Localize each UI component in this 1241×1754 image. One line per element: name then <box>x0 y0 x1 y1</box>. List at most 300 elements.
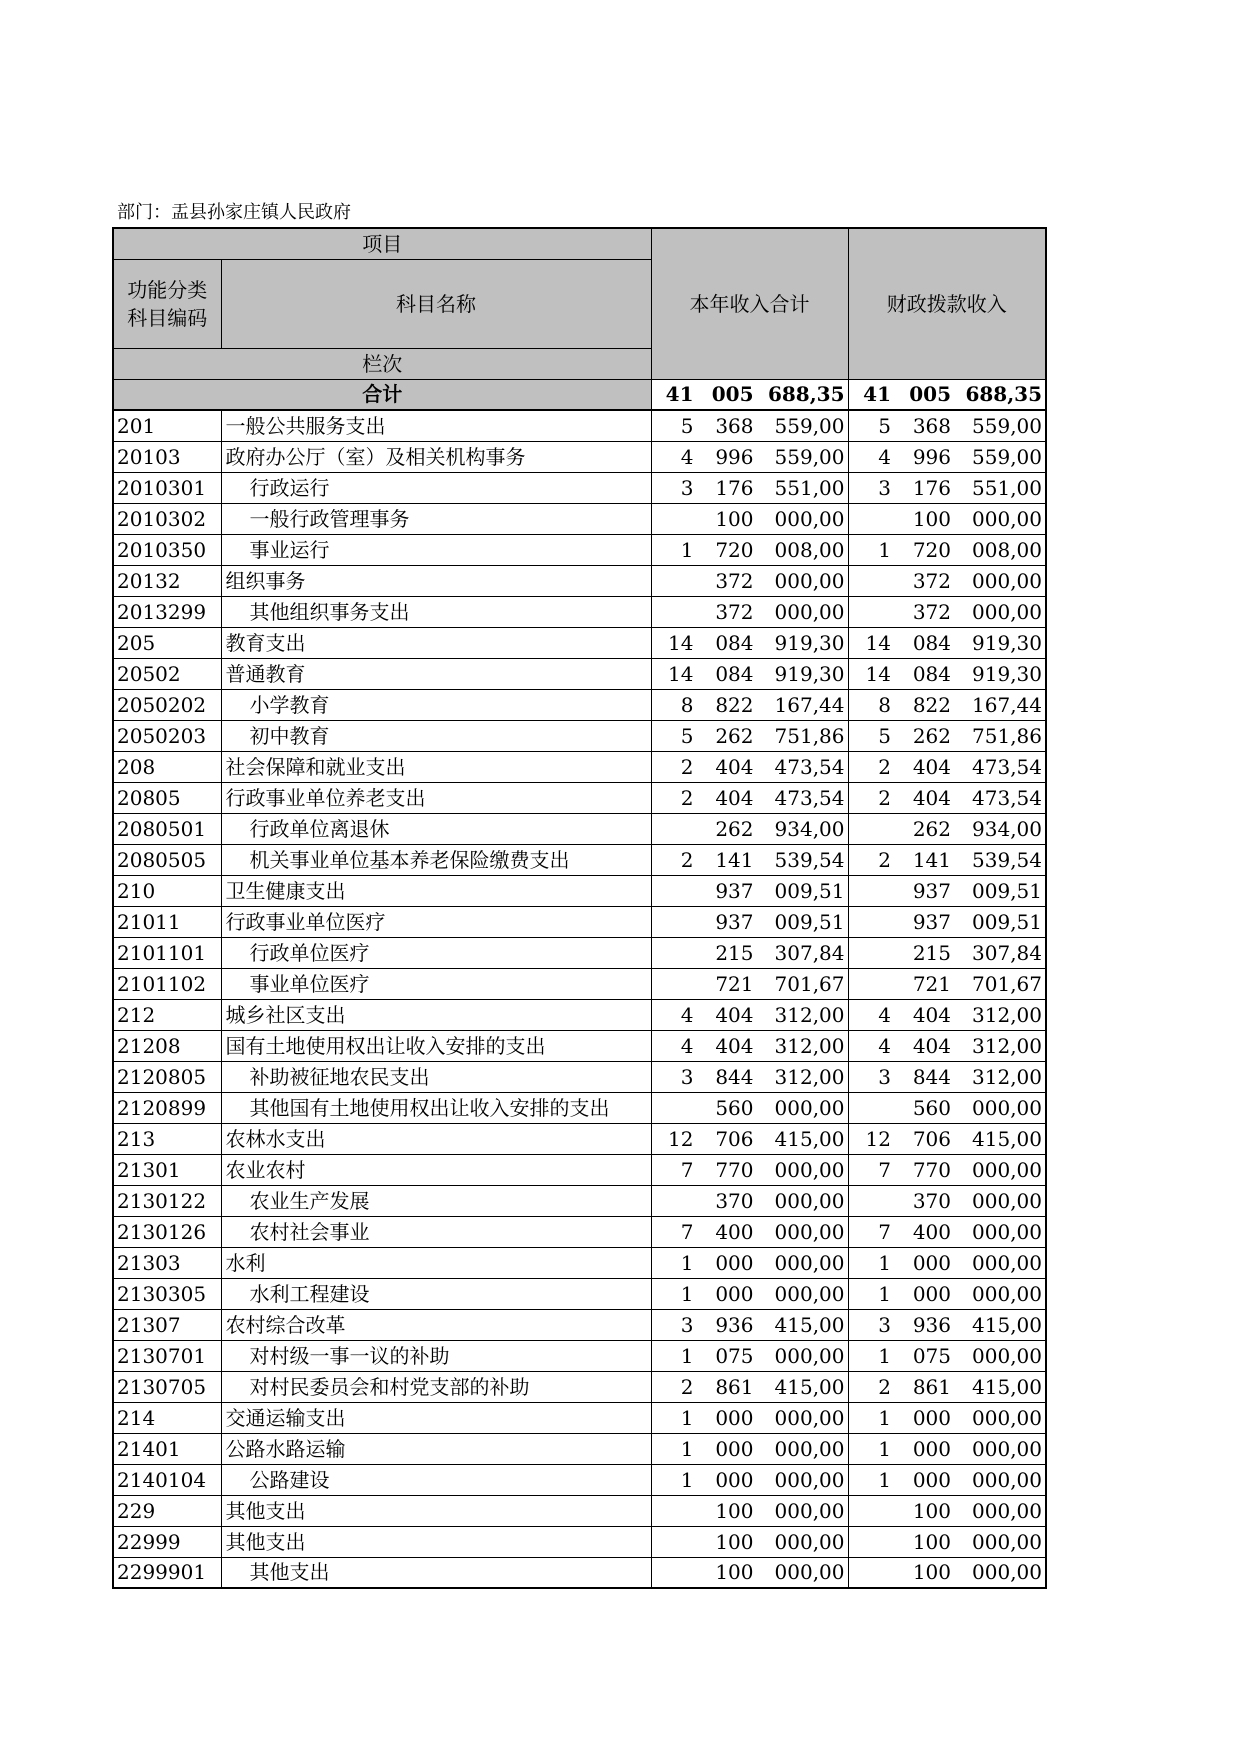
row-col1-value <box>651 503 848 534</box>
row-col1-value <box>651 627 848 658</box>
value-part-3: 919,30 <box>972 661 1042 686</box>
row-col2-value <box>848 844 1046 875</box>
value-part-3: 934,00 <box>774 816 845 841</box>
table-row <box>113 1433 1046 1464</box>
value-part-1: 2 <box>680 847 694 872</box>
table-row <box>113 1247 1046 1278</box>
value-part-3: 559,00 <box>972 444 1042 469</box>
value-part-2: 937 <box>715 909 754 934</box>
row-col1-value <box>651 1526 848 1557</box>
row-name: 农林水支出 <box>221 1123 651 1154</box>
value-part-2: 404 <box>912 785 951 810</box>
row-col2-value <box>848 627 1046 658</box>
row-col2-value <box>848 1340 1046 1371</box>
row-name: 卫生健康支出 <box>221 875 651 906</box>
value-part-3: 000,00 <box>774 1095 845 1120</box>
value-part-2: 770 <box>715 1157 754 1182</box>
row-code: 2120805 <box>113 1061 221 1092</box>
value-part-2: 861 <box>912 1374 951 1399</box>
row-col2-value <box>848 1278 1046 1309</box>
total-col2 <box>848 379 1046 410</box>
table-row <box>113 1309 1046 1340</box>
value-part-2: 262 <box>715 816 754 841</box>
value-part-3: 000,00 <box>972 1529 1042 1554</box>
value-part-3: 000,00 <box>972 1498 1042 1523</box>
table-row <box>113 813 1046 844</box>
value-part-3: 415,00 <box>774 1126 845 1151</box>
row-code: 2101102 <box>113 968 221 999</box>
row-name: 行政事业单位医疗 <box>221 906 651 937</box>
value-part-1: 1 <box>680 1250 694 1275</box>
value-part-1: 1 <box>680 537 694 562</box>
row-name: 事业单位医疗 <box>221 968 651 999</box>
table-row <box>113 937 1046 968</box>
row-name: 水利工程建设 <box>221 1278 651 1309</box>
value-part-3: 473,54 <box>774 754 845 779</box>
table-row <box>113 751 1046 782</box>
value-part-2: 368 <box>715 413 754 438</box>
value-part-3: 919,30 <box>972 630 1042 655</box>
table-row <box>113 1557 1046 1588</box>
value-part-2: 706 <box>715 1126 754 1151</box>
row-code: 205 <box>113 627 221 658</box>
value-part-2: 560 <box>715 1095 754 1120</box>
row-code: 2130705 <box>113 1371 221 1402</box>
total-label: 合计 <box>113 379 651 410</box>
row-code: 2080501 <box>113 813 221 844</box>
table-row <box>113 410 1046 441</box>
table-row <box>113 1278 1046 1309</box>
row-col2-value <box>848 534 1046 565</box>
value-part-3: 000,00 <box>774 1405 845 1430</box>
value-part-2: 000 <box>715 1436 754 1461</box>
total-col1-part1: 41 <box>665 382 694 407</box>
value-part-3: 539,54 <box>774 847 845 872</box>
value-part-2: 100 <box>912 1560 951 1585</box>
value-part-1: 2 <box>680 1374 694 1399</box>
row-code: 20805 <box>113 782 221 813</box>
row-name: 行政事业单位养老支出 <box>221 782 651 813</box>
row-name: 公路水路运输 <box>221 1433 651 1464</box>
table-row <box>113 503 1046 534</box>
value-part-2: 370 <box>715 1188 754 1213</box>
row-code: 2130126 <box>113 1216 221 1247</box>
row-col2-value <box>848 565 1046 596</box>
value-part-3: 551,00 <box>774 475 845 500</box>
value-part-3: 312,00 <box>774 1002 845 1027</box>
row-col2-value <box>848 968 1046 999</box>
row-code: 2101101 <box>113 937 221 968</box>
table-row <box>113 472 1046 503</box>
row-name: 其他国有土地使用权出让收入安排的支出 <box>221 1092 651 1123</box>
value-part-3: 000,00 <box>972 1436 1042 1461</box>
value-part-1: 7 <box>680 1219 694 1244</box>
value-part-3: 000,00 <box>774 506 845 531</box>
value-part-3: 934,00 <box>972 816 1042 841</box>
value-part-1: 4 <box>878 444 891 469</box>
value-part-2: 100 <box>715 1560 754 1585</box>
table-row <box>113 1340 1046 1371</box>
value-part-2: 000 <box>715 1281 754 1306</box>
value-part-1: 5 <box>680 413 694 438</box>
row-col1-value <box>651 1309 848 1340</box>
col2-header: 财政拨款收入 <box>848 228 1046 379</box>
row-col1-value <box>651 875 848 906</box>
value-part-2: 844 <box>715 1064 754 1089</box>
total-col2-part1: 41 <box>863 382 891 407</box>
value-part-2: 368 <box>912 413 951 438</box>
value-part-2: 400 <box>912 1219 951 1244</box>
row-name: 公路建设 <box>221 1464 651 1495</box>
value-part-3: 415,00 <box>774 1374 845 1399</box>
table-row <box>113 906 1046 937</box>
value-part-3: 000,00 <box>972 1405 1042 1430</box>
row-col2-value <box>848 689 1046 720</box>
table-row <box>113 720 1046 751</box>
row-col2-value <box>848 1030 1046 1061</box>
row-col1-value <box>651 968 848 999</box>
row-name: 补助被征地农民支出 <box>221 1061 651 1092</box>
value-part-2: 084 <box>912 630 951 655</box>
value-part-1: 7 <box>878 1157 891 1182</box>
row-col2-value <box>848 1309 1046 1340</box>
row-code: 20132 <box>113 565 221 596</box>
row-name: 初中教育 <box>221 720 651 751</box>
value-part-2: 721 <box>715 971 754 996</box>
value-part-2: 844 <box>912 1064 951 1089</box>
row-name: 行政单位医疗 <box>221 937 651 968</box>
value-part-3: 312,00 <box>774 1064 845 1089</box>
row-col2-value <box>848 1185 1046 1216</box>
row-col1-value <box>651 751 848 782</box>
value-part-1: 3 <box>680 1064 694 1089</box>
value-part-3: 000,00 <box>774 568 845 593</box>
value-part-3: 307,84 <box>774 940 845 965</box>
table-row <box>113 565 1046 596</box>
row-col2-value <box>848 1433 1046 1464</box>
value-part-3: 000,00 <box>774 1157 845 1182</box>
row-code: 201 <box>113 410 221 441</box>
value-part-3: 167,44 <box>972 692 1042 717</box>
row-code: 21208 <box>113 1030 221 1061</box>
value-part-1: 1 <box>878 1405 891 1430</box>
value-part-3: 000,00 <box>972 1188 1042 1213</box>
row-name: 水利 <box>221 1247 651 1278</box>
value-part-2: 404 <box>912 1002 951 1027</box>
row-col1-value <box>651 1278 848 1309</box>
table-row <box>113 1464 1046 1495</box>
value-part-2: 404 <box>715 1002 754 1027</box>
value-part-2: 372 <box>912 599 951 624</box>
value-part-1: 4 <box>878 1033 891 1058</box>
value-part-1: 1 <box>878 1467 891 1492</box>
row-col2-value <box>848 720 1046 751</box>
value-part-2: 000 <box>912 1250 951 1275</box>
value-part-1: 1 <box>878 537 891 562</box>
row-col2-value <box>848 782 1046 813</box>
row-col1-value <box>651 906 848 937</box>
row-name: 教育支出 <box>221 627 651 658</box>
row-col1-value <box>651 1402 848 1433</box>
value-part-1: 1 <box>878 1250 891 1275</box>
value-part-3: 000,00 <box>774 1436 845 1461</box>
value-part-2: 000 <box>912 1436 951 1461</box>
total-col2-part2: 005 <box>909 382 951 407</box>
value-part-3: 009,51 <box>972 909 1042 934</box>
row-name: 一般行政管理事务 <box>221 503 651 534</box>
value-part-3: 000,00 <box>774 1498 845 1523</box>
value-part-3: 473,54 <box>972 754 1042 779</box>
value-part-2: 770 <box>912 1157 951 1182</box>
value-part-2: 937 <box>912 909 951 934</box>
row-code: 2130122 <box>113 1185 221 1216</box>
value-part-2: 000 <box>912 1405 951 1430</box>
row-col1-value <box>651 596 848 627</box>
table-row <box>113 596 1046 627</box>
value-part-2: 000 <box>912 1281 951 1306</box>
row-name: 社会保障和就业支出 <box>221 751 651 782</box>
row-col1-value <box>651 782 848 813</box>
row-name: 行政运行 <box>221 472 651 503</box>
value-part-1: 3 <box>680 475 694 500</box>
table-row <box>113 658 1046 689</box>
value-part-2: 936 <box>912 1312 951 1337</box>
col1-header: 本年收入合计 <box>651 228 848 379</box>
row-name: 国有土地使用权出让收入安排的支出 <box>221 1030 651 1061</box>
value-part-1: 5 <box>878 413 891 438</box>
table-row <box>113 1526 1046 1557</box>
table-row <box>113 1061 1046 1092</box>
value-part-3: 919,30 <box>774 661 845 686</box>
value-part-1: 3 <box>680 1312 694 1337</box>
value-part-3: 000,00 <box>774 1560 845 1585</box>
row-name: 对村级一事一议的补助 <box>221 1340 651 1371</box>
value-part-3: 701,67 <box>972 971 1042 996</box>
value-part-1: 2 <box>878 1374 891 1399</box>
value-part-3: 009,51 <box>774 878 845 903</box>
table-row <box>113 844 1046 875</box>
value-part-2: 937 <box>715 878 754 903</box>
row-col1-value <box>651 689 848 720</box>
row-col1-value <box>651 1340 848 1371</box>
value-part-2: 100 <box>912 1498 951 1523</box>
row-code: 2299901 <box>113 1557 221 1588</box>
value-part-1: 5 <box>878 723 891 748</box>
row-code: 2010301 <box>113 472 221 503</box>
value-part-3: 919,30 <box>774 630 845 655</box>
value-part-3: 559,00 <box>774 413 845 438</box>
row-col1-value <box>651 937 848 968</box>
row-col2-value <box>848 937 1046 968</box>
row-code: 2050202 <box>113 689 221 720</box>
row-name: 农业农村 <box>221 1154 651 1185</box>
row-col1-value <box>651 1557 848 1588</box>
table-row <box>113 999 1046 1030</box>
value-part-2: 176 <box>715 475 754 500</box>
value-part-3: 000,00 <box>972 1560 1042 1585</box>
value-part-2: 075 <box>912 1343 951 1368</box>
value-part-3: 000,00 <box>774 1343 845 1368</box>
row-code: 20103 <box>113 441 221 472</box>
table-row <box>113 1154 1046 1185</box>
value-part-1: 7 <box>680 1157 694 1182</box>
value-part-2: 937 <box>912 878 951 903</box>
row-name: 小学教育 <box>221 689 651 720</box>
value-part-2: 084 <box>715 630 754 655</box>
value-part-2: 996 <box>912 444 951 469</box>
row-code: 2050203 <box>113 720 221 751</box>
row-col2-value <box>848 1247 1046 1278</box>
row-col1-value <box>651 1092 848 1123</box>
row-col2-value <box>848 1402 1046 1433</box>
row-name: 对村民委员会和村党支部的补助 <box>221 1371 651 1402</box>
row-col2-value <box>848 1061 1046 1092</box>
value-part-2: 100 <box>715 506 754 531</box>
value-part-1: 4 <box>680 1002 694 1027</box>
row-code: 21303 <box>113 1247 221 1278</box>
value-part-2: 262 <box>715 723 754 748</box>
table-row <box>113 1402 1046 1433</box>
row-code: 2010350 <box>113 534 221 565</box>
value-part-3: 000,00 <box>774 599 845 624</box>
row-col2-value <box>848 441 1046 472</box>
value-part-3: 167,44 <box>774 692 845 717</box>
value-part-2: 141 <box>715 847 754 872</box>
total-col1-part2: 005 <box>711 382 754 407</box>
row-col1-value <box>651 565 848 596</box>
value-part-3: 701,67 <box>774 971 845 996</box>
total-col1 <box>651 379 848 410</box>
row-col2-value <box>848 1526 1046 1557</box>
row-col2-value <box>848 1216 1046 1247</box>
value-part-1: 7 <box>878 1219 891 1244</box>
value-part-1: 4 <box>680 1033 694 1058</box>
value-part-2: 176 <box>912 475 951 500</box>
value-part-1: 4 <box>878 1002 891 1027</box>
row-col1-value <box>651 410 848 441</box>
row-code: 210 <box>113 875 221 906</box>
row-code: 21307 <box>113 1309 221 1340</box>
row-col2-value <box>848 1371 1046 1402</box>
value-part-3: 751,86 <box>774 723 845 748</box>
row-name: 城乡社区支出 <box>221 999 651 1030</box>
value-part-2: 560 <box>912 1095 951 1120</box>
value-part-1: 14 <box>668 661 694 686</box>
row-col1-value <box>651 1030 848 1061</box>
row-code: 212 <box>113 999 221 1030</box>
budget-table <box>112 227 1047 1589</box>
value-part-3: 000,00 <box>774 1219 845 1244</box>
row-name: 其他支出 <box>221 1557 651 1588</box>
table-row <box>113 782 1046 813</box>
value-part-3: 000,00 <box>972 506 1042 531</box>
row-code: 2120899 <box>113 1092 221 1123</box>
table-row <box>113 689 1046 720</box>
row-name: 机关事业单位基本养老保险缴费支出 <box>221 844 651 875</box>
value-part-2: 404 <box>912 1033 951 1058</box>
row-col1-value <box>651 1123 848 1154</box>
value-part-2: 404 <box>715 785 754 810</box>
value-part-2: 000 <box>715 1467 754 1492</box>
value-part-3: 559,00 <box>972 413 1042 438</box>
value-part-2: 372 <box>715 568 754 593</box>
row-col2-value <box>848 596 1046 627</box>
value-part-3: 008,00 <box>774 537 845 562</box>
value-part-2: 262 <box>912 723 951 748</box>
row-col1-value <box>651 1464 848 1495</box>
value-part-3: 312,00 <box>774 1033 845 1058</box>
value-part-2: 936 <box>715 1312 754 1337</box>
row-col1-value <box>651 1433 848 1464</box>
value-part-2: 141 <box>912 847 951 872</box>
value-part-2: 100 <box>715 1529 754 1554</box>
value-part-3: 415,00 <box>972 1374 1042 1399</box>
value-part-1: 1 <box>878 1281 891 1306</box>
value-part-2: 100 <box>912 1529 951 1554</box>
row-name: 普通教育 <box>221 658 651 689</box>
value-part-1: 2 <box>878 785 891 810</box>
value-part-1: 5 <box>680 723 694 748</box>
value-part-1: 8 <box>878 692 891 717</box>
value-part-1: 3 <box>878 1312 891 1337</box>
row-name: 组织事务 <box>221 565 651 596</box>
row-col2-value <box>848 503 1046 534</box>
row-col2-value <box>848 1464 1046 1495</box>
total-col2-part3: 688,35 <box>965 382 1042 407</box>
value-part-1: 1 <box>878 1436 891 1461</box>
value-part-3: 000,00 <box>972 1095 1042 1120</box>
value-part-3: 312,00 <box>972 1002 1042 1027</box>
row-name: 其他支出 <box>221 1495 651 1526</box>
value-part-1: 14 <box>668 630 694 655</box>
row-col2-value <box>848 1557 1046 1588</box>
value-part-1: 1 <box>680 1436 694 1461</box>
value-part-2: 822 <box>715 692 754 717</box>
value-part-1: 12 <box>668 1126 694 1151</box>
value-part-3: 000,00 <box>972 568 1042 593</box>
value-part-1: 1 <box>680 1405 694 1430</box>
value-part-2: 215 <box>912 940 951 965</box>
row-col2-value <box>848 1092 1046 1123</box>
value-part-3: 307,84 <box>972 940 1042 965</box>
row-code: 21011 <box>113 906 221 937</box>
value-part-3: 000,00 <box>972 1219 1042 1244</box>
value-part-1: 2 <box>878 754 891 779</box>
row-col1-value <box>651 1247 848 1278</box>
value-part-3: 009,51 <box>972 878 1042 903</box>
table-row <box>113 1092 1046 1123</box>
value-part-2: 404 <box>715 1033 754 1058</box>
row-name: 农村综合改革 <box>221 1309 651 1340</box>
row-col2-value <box>848 999 1046 1030</box>
value-part-3: 000,00 <box>972 1281 1042 1306</box>
row-name: 农村社会事业 <box>221 1216 651 1247</box>
value-part-3: 009,51 <box>774 909 845 934</box>
code-header-line2: 科目编码 <box>127 305 208 330</box>
value-part-2: 372 <box>912 568 951 593</box>
table-row <box>113 1216 1046 1247</box>
row-code: 22999 <box>113 1526 221 1557</box>
value-part-2: 996 <box>715 444 754 469</box>
row-code: 2080505 <box>113 844 221 875</box>
row-col1-value <box>651 1371 848 1402</box>
value-part-2: 100 <box>715 1498 754 1523</box>
value-part-1: 2 <box>680 754 694 779</box>
col-index-label: 栏次 <box>113 348 651 379</box>
row-col2-value <box>848 875 1046 906</box>
row-col2-value <box>848 1123 1046 1154</box>
value-part-3: 000,00 <box>774 1188 845 1213</box>
